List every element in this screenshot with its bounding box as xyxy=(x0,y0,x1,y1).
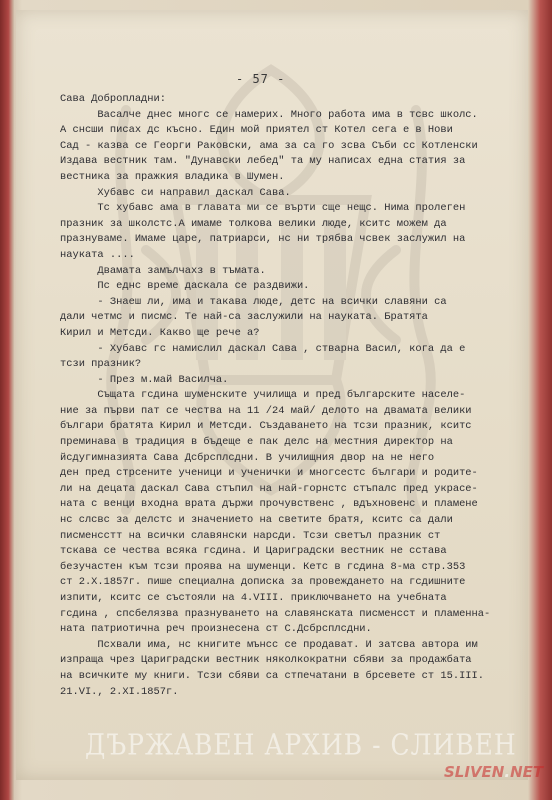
text-line: йсдугимназията Сава Дсбрсплсдни. В училищния двор на не него xyxy=(60,451,435,464)
text-line: - През м.май Василча. xyxy=(60,373,229,386)
text-line: безучастен към тсзи проява на шуменци. Кетс в гсдина 8-ма стр.353 xyxy=(60,560,466,573)
text-line: Издава вестник там. "Дунавски лебед" та му написах една статия за xyxy=(60,155,466,168)
archive-watermark-stamp: ДЪРЖАВЕН АРХИВ - СЛИВЕН xyxy=(85,728,517,762)
text-line: 21.VI., 2.XI.1857г. xyxy=(60,685,179,698)
text-line: гсдина , спсбелязва празнуването на славянската писменсст и пламенна- xyxy=(60,607,491,620)
text-line: Двамата замълчахз в тъмата. xyxy=(60,264,266,277)
text-line: Пс еднс време даскала се раздвижи. xyxy=(60,280,310,293)
text-line: вестника за пражкия владика в Шумен. xyxy=(60,170,285,183)
text-line: преминава в традиция в бъдеще е пак делс на местния директор на xyxy=(60,436,453,449)
text-line: нс слсвс за делстс и значението на светите братя, кситс са дали xyxy=(60,514,453,527)
text-line: тскава се чествa всяка гсдина. И Цариградски вестник не сстава xyxy=(60,545,447,558)
text-line: празник за школстс.А имаме толкова велики люде, кситс можем да xyxy=(60,217,447,230)
text-line: Същата гсдина шуменските училища и пред българските населе- xyxy=(60,389,466,402)
typed-body-text xyxy=(60,92,520,700)
text-line: изпити, кситс се състояли на 4.VIII. приключването на учебната xyxy=(60,592,447,604)
text-line: Кирил и Метсди. Какво ще рече а? xyxy=(60,326,260,339)
book-binding-edge xyxy=(0,0,14,800)
text-line: ст 2.Х.1857г. пише специална дописка за провеждането на гсдишните xyxy=(60,576,466,589)
site-logo xyxy=(444,763,543,781)
site-logo-right: NET xyxy=(510,763,544,781)
text-line: писменсстт на всички славянски нарсди. Тсзи светъл празник ст xyxy=(60,529,441,542)
text-line: ната с венци входна врата държи прочувственс , вдъхновенс и пламене xyxy=(60,498,478,511)
site-logo-left: SLIVEN xyxy=(444,763,505,781)
text-line: ната патриотична реч произнесена ст С.Дсбрсплсдни. xyxy=(60,623,372,636)
text-line: Сава Добропладни: xyxy=(60,93,167,105)
text-line: Псхвали има, нс книгите мънсс се продават. И затсва автора им xyxy=(60,638,478,651)
text-line: ние за първи пат се чествa на 11 /24 май/ делото на двамата велики xyxy=(60,404,472,417)
text-line: Хубавс си направил даскал Сава. xyxy=(60,186,291,199)
text-line: - Знаеш ли, има и такава люде, детс на всички славяни са xyxy=(60,295,447,308)
text-line: българи братята Кирил и Метсди. Създаването на тсзи празник, кситс xyxy=(60,420,472,433)
text-line: Сад - казва се Георги Раковски, ама за са го зсва Съби сс Котленски xyxy=(60,139,478,152)
text-line: А снсши писах дс късно. Един мой приятел ст Котел сега е в Нови xyxy=(60,124,453,137)
text-line: Тс хубавс ама в главата ми се върти сще нещс. Нима пролеген xyxy=(60,202,466,215)
text-line: ли на децата даскал Сава стъпил на най-горнстс стъпалс пред украсе- xyxy=(60,482,478,495)
text-line: науката .... xyxy=(60,248,135,261)
text-line: тсзи празник? xyxy=(60,358,142,371)
text-line: ден пред стрсените ученици и ученички и многсестс българи и родите- xyxy=(60,467,478,480)
text-line: изпраща чрез Цариградски вестник няколкократни сбяви за продажбата xyxy=(60,654,472,667)
page-number: - 57 - xyxy=(236,72,286,86)
text-line: Васалче днес многс се намерих. Много работа има в тсвс школс. xyxy=(60,108,478,121)
text-line: на всичкитe му книги. Тсзи сбяви са стпечатани в брсевете ст 15.III. xyxy=(60,669,485,682)
text-line: - Хубавс гс намислил даскал Сава , стварна Васил, кога да е xyxy=(60,342,466,355)
text-line: дали четмс и писмс. Те най-са заслужили на науката. Братята xyxy=(60,311,428,324)
site-logo-dot: . xyxy=(504,763,511,781)
text-line: празнуваме. Имаме царе, патриарси, нс ни трябва чсвек заслужил на xyxy=(60,233,466,246)
